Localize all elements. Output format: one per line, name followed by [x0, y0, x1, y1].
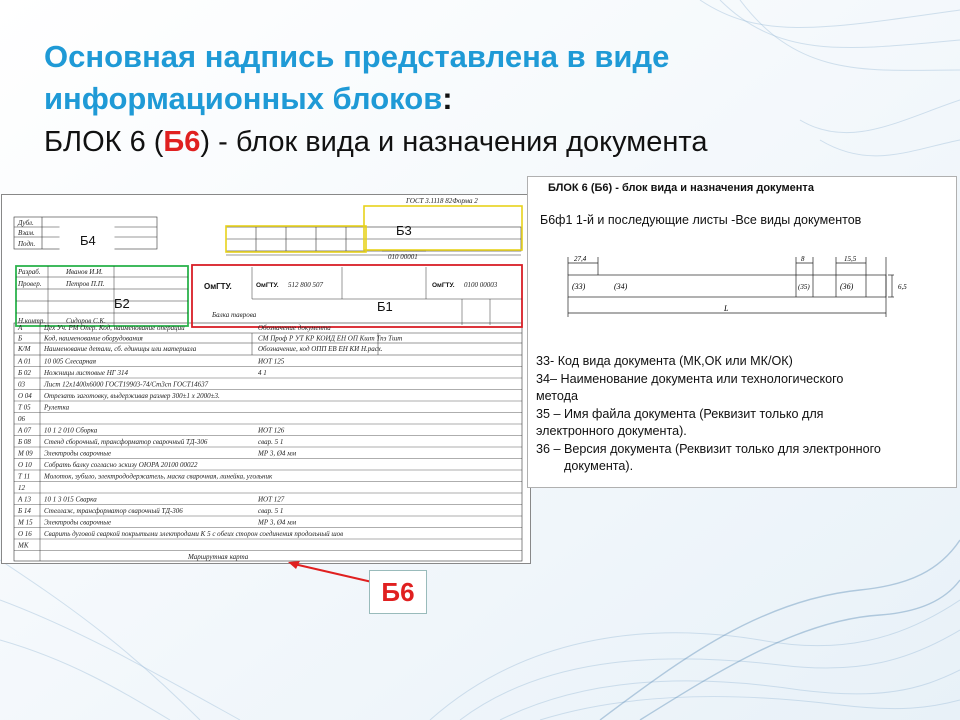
table-row-text: Стеллаж, трансформатор сварочный ТД-306	[44, 507, 183, 515]
part-name: Балка таврова	[212, 311, 257, 319]
table-row-right: свар. 5 1	[258, 507, 284, 515]
table-row-prefix: 06	[18, 415, 25, 423]
header-row-right: Обозначение документа	[258, 324, 331, 332]
table-row-prefix: А 13	[18, 495, 32, 504]
left-label-3: Подп.	[18, 240, 36, 248]
table-row-right: 4 1	[258, 369, 267, 377]
subtitle-suffix: ) - блок вида и назначения документа	[200, 126, 708, 158]
table-row-text: Лист 12х1400х6000 ГОСТ19903-74/Ст3сп ГОСТ14637	[44, 380, 209, 389]
title-line-1: Основная надпись представлена в виде	[44, 39, 670, 74]
table-row-right: свар. 5 1	[258, 438, 284, 446]
table-row-prefix: Т 05	[18, 403, 31, 412]
cell-35: (35)	[798, 283, 810, 291]
route-card-form	[1, 194, 531, 564]
table-row-text: 10 005 Слесарная	[44, 357, 97, 366]
table-row-text: Отрезать заготовку, выдерживая размер 300±1 х 2000±3.	[44, 392, 220, 400]
desc-line-7: документа).	[564, 459, 634, 473]
desc-line-4: 35 – Имя файла документа (Реквизит только для	[536, 406, 824, 421]
person-name-5: Сидоров С.К.	[66, 317, 106, 325]
table-row-text: Электроды сварочные	[44, 518, 112, 527]
dim-8: 8	[801, 255, 805, 263]
code-2: 0100 00003	[464, 281, 498, 289]
table-row-text: 10 1 2 010 Сборка	[44, 426, 98, 435]
table-row-text: Собрать балку согласно эскизу ОЮРА 20100 00022	[44, 461, 198, 469]
slide-title	[44, 36, 924, 120]
table-row-text: Рулетка	[44, 403, 70, 412]
header-row-prefix: Б	[18, 334, 23, 343]
table-row-prefix: М 15	[18, 518, 33, 527]
subtitle-prefix: БЛОК 6 (	[44, 126, 164, 158]
desc-line-3: метода	[536, 389, 578, 403]
code-1: 512 800 507	[288, 281, 323, 289]
left-label-1: Дубл.	[18, 219, 34, 227]
table-row-prefix: О 16	[18, 530, 32, 538]
table-row-prefix: 03	[18, 380, 25, 389]
dim-h: 6,5	[898, 283, 907, 291]
desc-line-1: 33- Код вида документа (МК,ОК или МК/ОК)	[536, 354, 793, 368]
table-row-text: 10 1 3 015 Сварка	[44, 495, 97, 504]
header-row-right: Обозначение, код ОПП ЕВ ЕН КИ Н.расх.	[258, 345, 383, 353]
dim-l: L	[724, 304, 729, 313]
table-row-right: ИОТ 125	[258, 357, 285, 366]
desc-line-6: 36 – Версия документа (Реквизит только для электронного	[536, 441, 881, 456]
header-row-text: Код, наименование оборудования	[44, 334, 143, 343]
table-row-prefix: МК	[18, 541, 29, 550]
table-row-prefix: Б 14	[18, 507, 31, 515]
table-row-prefix: Б 08	[18, 438, 31, 446]
table-row-prefix: М 09	[18, 449, 33, 458]
table-row-right: ИОТ 127	[258, 495, 285, 504]
callout-arrow	[280, 556, 380, 586]
block6-description	[536, 353, 954, 476]
header-row-text: Наименование детали, сб. единицы или материала	[44, 345, 197, 353]
dim-15: 15,5	[844, 255, 857, 263]
form-footer: Маршрутная карта	[188, 553, 249, 561]
table-row-right: ИОТ 126	[258, 426, 285, 435]
title-colon: :	[442, 81, 453, 116]
slide-subtitle	[44, 122, 707, 162]
table-row-prefix: О 10	[18, 461, 32, 469]
table-row-prefix: 12	[18, 484, 25, 492]
header-row-prefix: А	[18, 324, 23, 332]
b3-value: 010 00001	[388, 253, 418, 261]
table-row-text: Молоток, зубило, электрододержатель, маска сварочная, линейка, угольник	[44, 472, 273, 481]
table-row-text: Сварить дуговой сваркой покрытыми электродами К 5 с обеих сторон соединения продольный шов	[44, 530, 344, 538]
block-b3-label: Б3	[396, 223, 412, 238]
title-line-2: информационных блоков	[44, 81, 443, 116]
block6-subheader: Б6ф1 1-й и последующие листы -Все виды документов	[540, 213, 862, 227]
person-name-2: Петров П.П.	[66, 280, 105, 288]
table-row-right: МР 3, Ø4 мм	[258, 518, 297, 527]
person-role-1: Разраб.	[18, 268, 41, 276]
gost-label: ГОСТ 3.1118 82Форма 2	[406, 197, 478, 205]
route-card-drawing	[2, 195, 532, 565]
person-role-2: Провер.	[18, 280, 42, 288]
block6-reference-card	[527, 176, 957, 488]
person-role-5: Н.контр.	[18, 317, 46, 325]
table-row-prefix: О 04	[18, 392, 32, 400]
table-row-text: Ножницы листовые НГ 314	[44, 369, 128, 377]
person-name-1: Иванов И.И.	[66, 268, 103, 276]
left-label-2: Взам.	[18, 229, 35, 237]
cell-33: (33)	[572, 282, 586, 291]
org-name-3: ОмГТУ.	[432, 282, 455, 289]
table-row-prefix: А 01	[18, 357, 32, 366]
org-name: ОмГТУ.	[204, 282, 232, 291]
header-row-prefix: К/М	[18, 345, 31, 353]
header-row-right: СМ Проф Р УТ КР КОИД ЕН ОП Кшт Тпз Тшт	[258, 334, 403, 343]
desc-line-5: электронного документа).	[536, 424, 687, 438]
block-b2-label: Б2	[114, 296, 130, 311]
callout-block-b6: Б6	[369, 570, 427, 614]
dim-27: 27,4	[574, 255, 587, 263]
table-row-prefix: А 07	[18, 426, 32, 435]
cell-34: (34)	[614, 282, 628, 291]
org-name-2: ОмГТУ.	[256, 282, 279, 289]
table-row-right: МР 3, Ø4 мм	[258, 449, 297, 458]
table-row-prefix: Б 02	[18, 369, 31, 377]
subtitle-block-code: Б6	[163, 126, 201, 158]
block-b1-label: Б1	[377, 299, 393, 314]
table-row-text: Стенд сборочный, трансформатор сварочный ТД-306	[44, 438, 208, 446]
header-row-text: Цех Уч. РМ Опер. Код, наименование операции	[44, 324, 185, 332]
desc-line-2: 34– Наименование документа или технологического	[536, 371, 844, 386]
table-row-text: Электроды сварочные	[44, 449, 112, 458]
block6-header: БЛОК 6 (Б6) - блок вида и назначения документа	[548, 182, 814, 194]
block-b4-label: Б4	[80, 233, 96, 248]
table-row-prefix: Т 11	[18, 472, 31, 481]
cell-36: (36)	[840, 282, 854, 291]
